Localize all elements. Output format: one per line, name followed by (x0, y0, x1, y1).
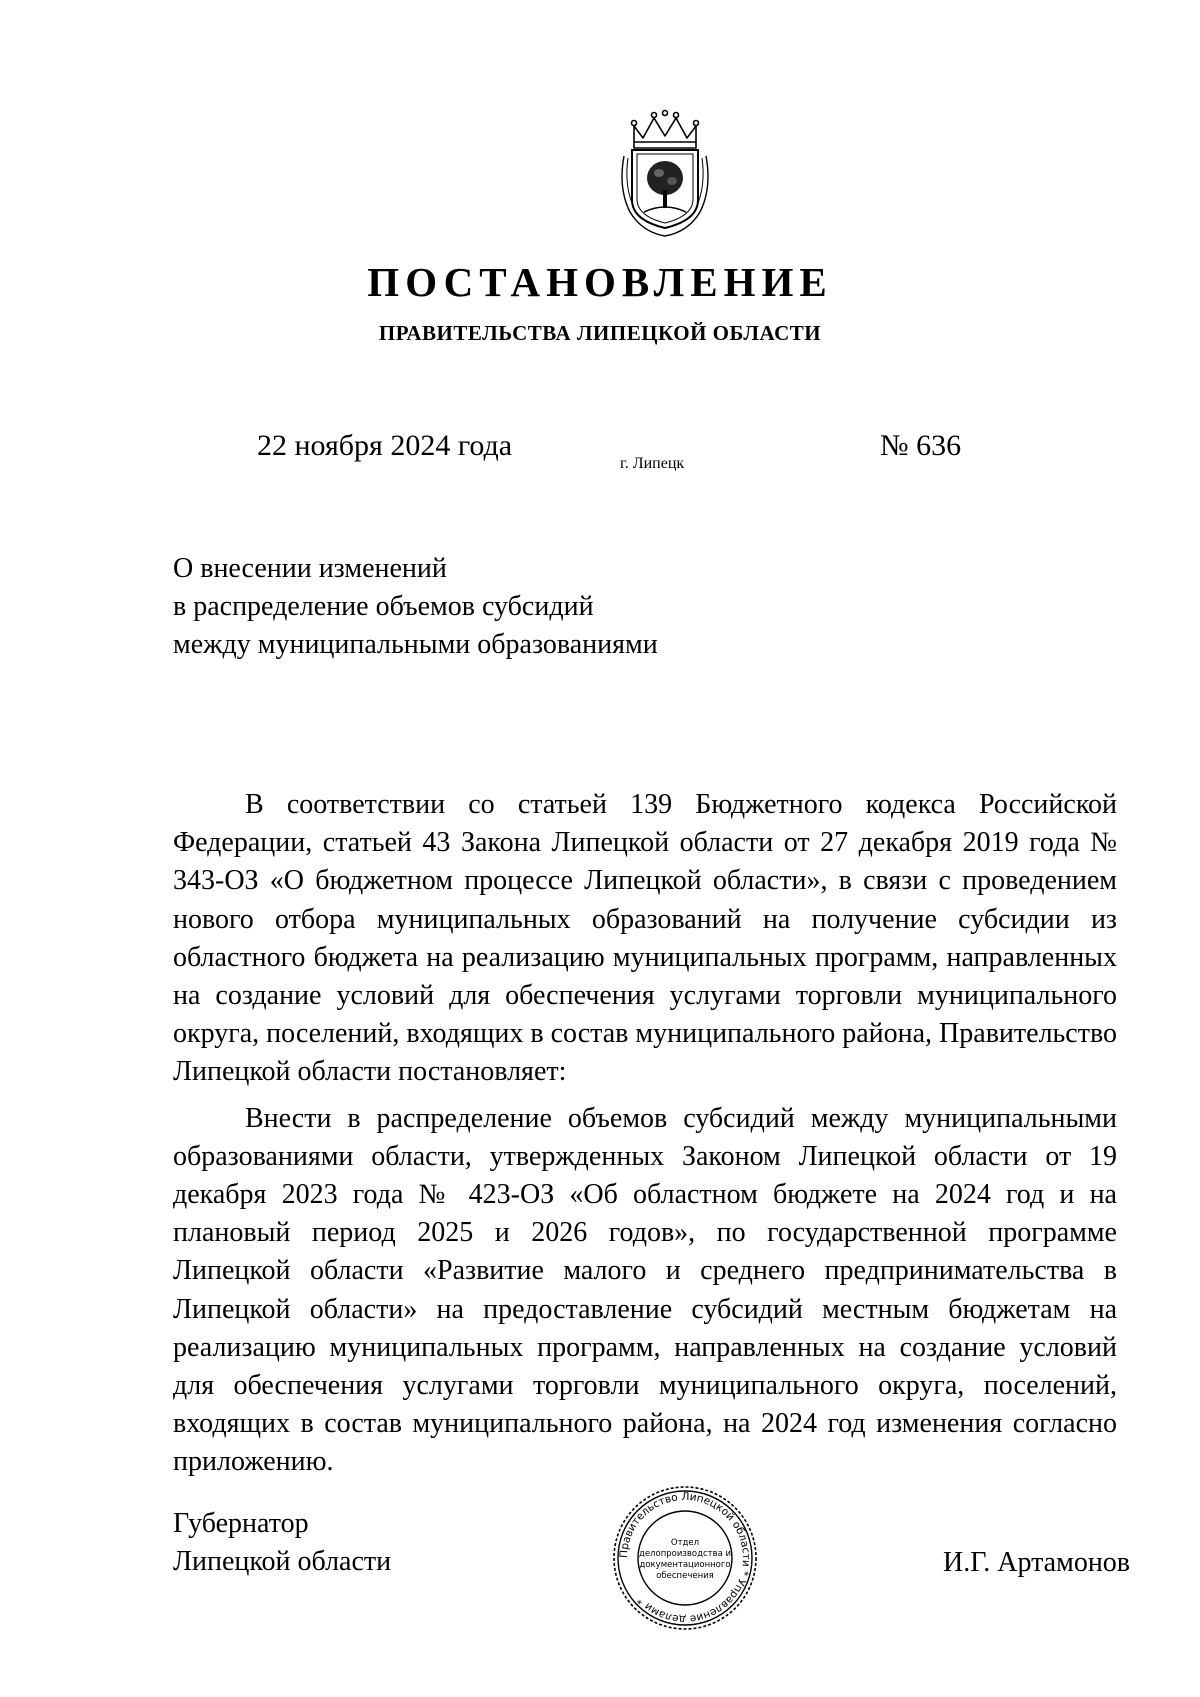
signer-name: И.Г. Артамонов (943, 1547, 1131, 1578)
document-subtitle: ПРАВИТЕЛЬСТВА ЛИПЕЦКОЙ ОБЛАСТИ (378, 321, 822, 345)
seal-center-line: делопроизводства и (638, 1549, 732, 1559)
body-paragraph: В соответствии со статьей 139 Бюджетного кодекса Российской Федерации, статьей 43 Закона Липецкой области от 27 декабря 2019 года № 343-ОЗ «О бюджетном процессе Липецкой области», в связи с проведением нового отбора муниципальных образований на получение субсидии из областного бюджета на реализацию муниципальных программ, направленных на создание условий для обеспечения услугами торговли муниципального округа, поселений, входящих в состав муниципального района, Правительство Липецкой области постановляет: (173, 789, 1118, 1088)
signature-position-line: Губернатор (173, 1508, 309, 1539)
coat-of-arms-graphic (612, 108, 718, 240)
body-paragraph: Внести в распределение объемов субсидий между муниципальными образованиями области, утвержденных Законом Липецкой области от 19 декабря 2023 года № 423-ОЗ «Об областном бюджете на 2024 год и на плановый период 2025 и 2026 годов», по государственной программе Липецкой области «Развитие малого и среднего предпринимательства в Липецкой области» на предоставление субсидий местным бюджетам на реализацию муниципальных программ, направленных на создание условий для обеспечения услугами торговли муниципального округа, поселений, входящих в состав муниципального района, на 2024 год изменения согласно приложению. (173, 1102, 1117, 1478)
signature-position (173, 1505, 391, 1581)
coat-of-arms-icon (612, 108, 718, 240)
seal-ring-text: Правительство Липецкой области * Управление делами * (617, 1490, 753, 1626)
document-date: 22 ноября 2024 года (257, 429, 513, 462)
subject-line: О внесении изменений (173, 553, 447, 584)
signature-position-line: Липецкой области (173, 1546, 392, 1577)
official-seal (610, 1483, 760, 1633)
subject-line: между муниципальными образованиями (173, 629, 658, 660)
seal-center-line: обеспечения (656, 1571, 714, 1581)
subject-line: в распределение объемов субсидий (173, 591, 594, 622)
seal-center-line: документационного (639, 1560, 731, 1570)
document-body (173, 786, 1117, 1490)
document-city: г. Липецк (620, 455, 685, 472)
seal-center-line: Отдел (670, 1538, 700, 1548)
official-seal-graphic (610, 1483, 760, 1633)
document-subject (173, 550, 873, 664)
document-title: ПОСТАНОВЛЕНИЕ (367, 259, 833, 305)
document-number: № 636 (880, 429, 962, 462)
